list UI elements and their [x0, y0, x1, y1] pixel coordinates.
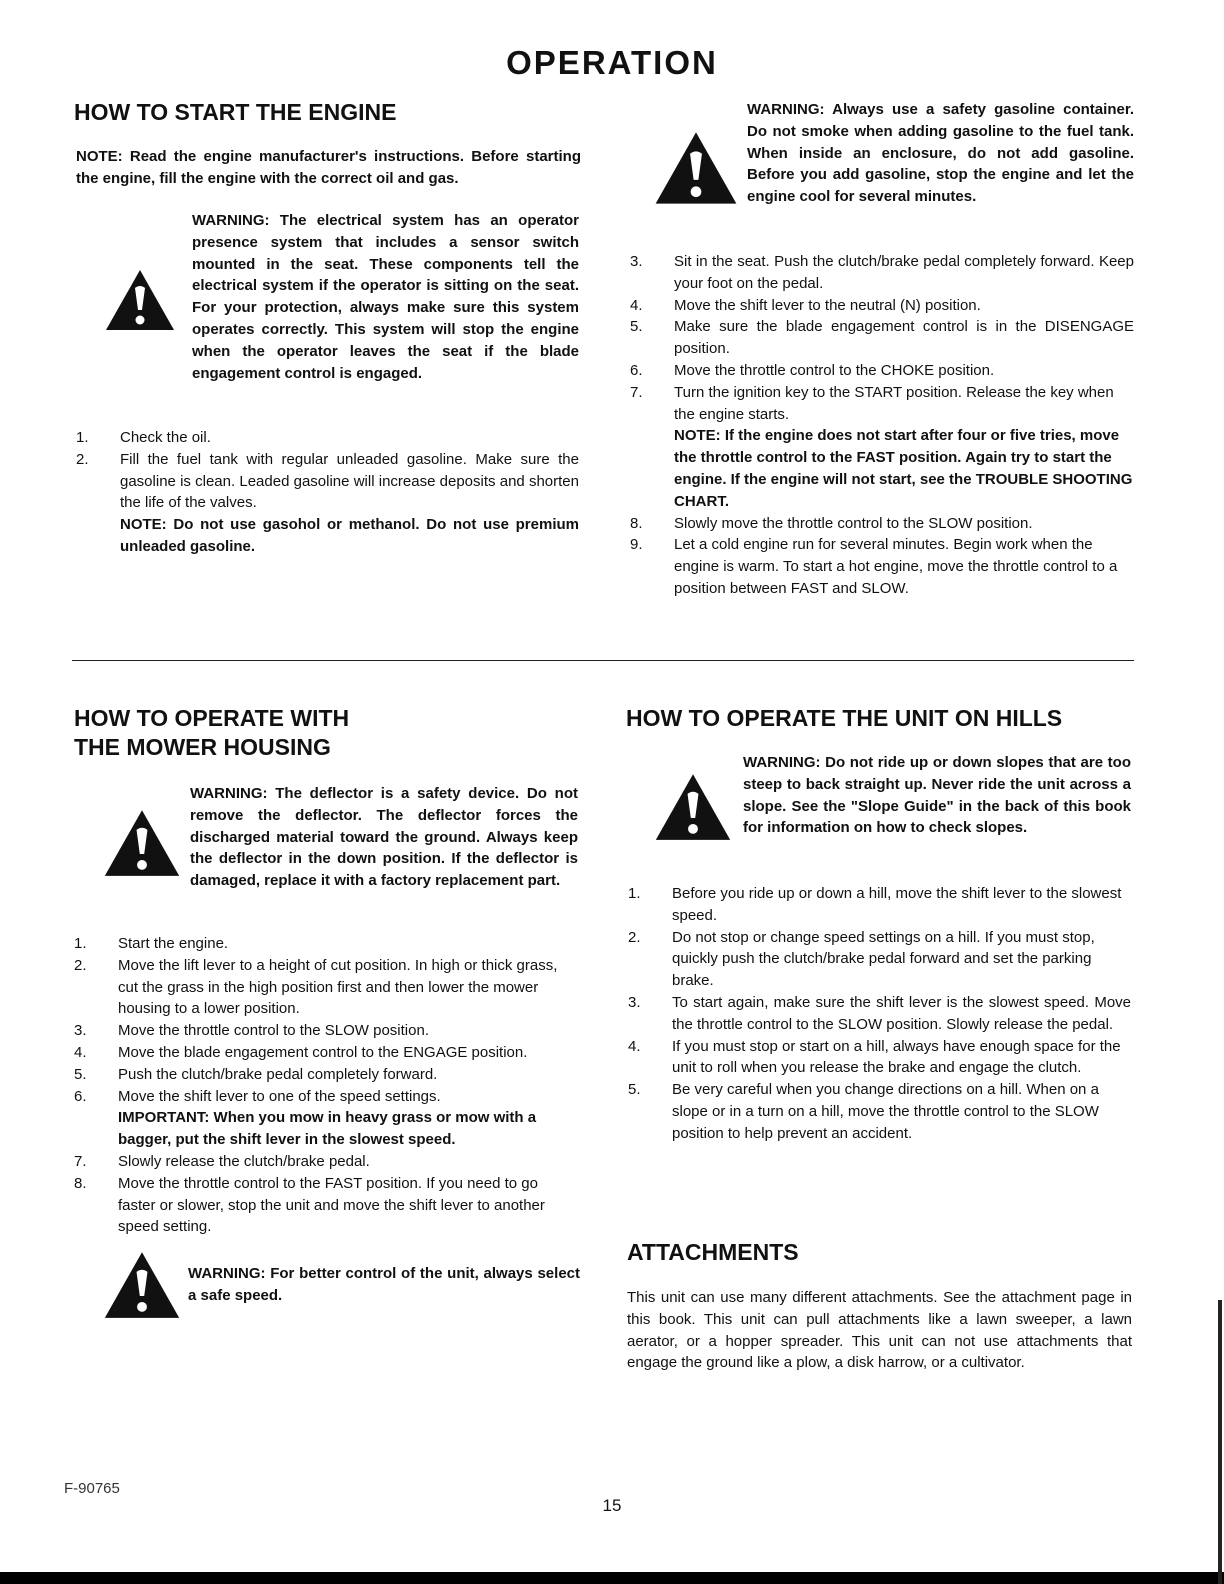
- mower-housing-heading-line1: HOW TO OPERATE WITH: [74, 705, 350, 731]
- step-note: NOTE: If the engine does not start after four or five tries, move the throttle control to the FAST position. Again try to start the engine. If the engine will not start, see the TROUBLE SHOOTING CHART.: [674, 427, 1133, 510]
- list-item: [74, 1020, 578, 1042]
- step-text: To start again, make sure the shift lever is the slowest speed. Move the throttle control to the SLOW position. Slowly release the pedal.: [672, 993, 1131, 1033]
- hills-heading: HOW TO OPERATE THE UNIT ON HILLS: [626, 705, 1063, 731]
- list-item: [74, 1151, 578, 1173]
- step-text: Turn the ignition key to the START position. Release the key when the engine starts.: [674, 383, 1114, 423]
- step-text: Be very careful when you change directions on a hill. When on a slope or in a turn on a hill, move the throttle control to the SLOW position to help prevent an accident.: [672, 1081, 1099, 1142]
- step-number: 5.: [630, 318, 643, 336]
- step-text: Let a cold engine run for several minutes. Begin work when the engine is warm. To start a hot engine, move the throttle control to a position between FAST and SLOW.: [674, 536, 1118, 597]
- step-text: Before you ride up or down a hill, move the shift lever to the slowest speed.: [672, 885, 1122, 924]
- step-text: Sit in the seat. Push the clutch/brake pedal completely forward. Keep your foot on the pedal.: [674, 253, 1134, 292]
- step-number: 7.: [74, 1152, 87, 1170]
- list-item: [630, 513, 1134, 535]
- list-item: [628, 992, 1131, 1036]
- step-number: 8.: [630, 514, 643, 532]
- list-item: [74, 955, 578, 1020]
- attachments-text: This unit can use many different attachments. See the attachment page in this book. This unit can pull attachments like a lawn sweeper, a lawn aerator, or a hopper spreader. This unit can not use attachments that engage the ground like a plow, a disk harrow, or a cultivator.: [627, 1289, 1132, 1372]
- step-note: IMPORTANT: When you mow in heavy grass or mow with a bagger, put the shift lever in the slowest speed.: [118, 1109, 537, 1149]
- list-item: [630, 382, 1134, 513]
- warning-triangle-icon: [652, 772, 734, 842]
- step-number: 2.: [628, 928, 641, 946]
- list-item: [74, 1064, 578, 1086]
- list-item: [630, 251, 1134, 295]
- step-number: 1.: [74, 935, 87, 952]
- step-text: Move the shift lever to one of the speed settings.: [118, 1087, 441, 1105]
- list-item: [630, 316, 1134, 360]
- mower-housing-heading-line2: THE MOWER HOUSING: [74, 734, 331, 760]
- step-number: 6.: [74, 1087, 87, 1105]
- step-number: 4.: [628, 1037, 641, 1055]
- list-item: [628, 883, 1131, 927]
- list-item: [628, 1079, 1131, 1144]
- list-item: [628, 927, 1131, 992]
- page-title: OPERATION: [506, 44, 718, 81]
- start-engine-steps-right: [630, 251, 1134, 600]
- deflector-warning: WARNING: The deflector is a safety device. Do not remove the deflector. The deflector forces the discharged material toward the ground. Always keep the deflector in the down position. If the deflector is damaged, replace it with a factory replacement part.: [190, 785, 578, 890]
- step-number: 8.: [74, 1174, 87, 1192]
- list-item: [74, 933, 578, 955]
- step-text: Move the blade engagement control to the ENGAGE position.: [118, 1043, 528, 1061]
- start-engine-steps-left: [76, 427, 579, 558]
- start-engine-warning: WARNING: The electrical system has an operator presence system that includes a sensor switch mounted in the seat. These components tell the electrical system if the operator is sitting on the seat. For your protection, always make sure this system operates correctly. This system will stop the engine when the operator leaves the seat if the blade engagement control is engaged.: [192, 212, 579, 382]
- step-text: Move the shift lever to the neutral (N) position.: [674, 296, 981, 314]
- list-item: [76, 427, 579, 449]
- list-item: [74, 1173, 578, 1238]
- step-text: Start the engine.: [118, 935, 229, 952]
- step-number: 1.: [628, 885, 641, 902]
- step-number: 5.: [628, 1081, 641, 1099]
- step-text: Fill the fuel tank with regular unleaded gasoline. Make sure the gasoline is clean. Leaded gasoline will increase deposits and shorten the life of the valves.: [120, 450, 579, 512]
- step-number: 2.: [76, 450, 89, 468]
- list-item: [76, 449, 579, 558]
- step-text: Slowly release the clutch/brake pedal.: [118, 1152, 370, 1170]
- step-note: NOTE: Do not use gasohol or methanol. Do not use premium unleaded gasoline.: [120, 516, 579, 555]
- list-item: [630, 360, 1134, 382]
- speed-warning: WARNING: For better control of the unit, always select a safe speed.: [188, 1265, 580, 1304]
- step-text: If you must stop or start on a hill, always have enough space for the unit to roll when you release the brake and engage the clutch.: [672, 1037, 1121, 1077]
- warning-triangle-icon: [102, 808, 182, 878]
- step-text: Move the throttle control to the CHOKE position.: [674, 361, 995, 379]
- page-number: 15: [602, 1496, 622, 1515]
- step-number: 9.: [630, 536, 643, 554]
- scan-edge-bottom: [0, 1572, 1224, 1584]
- step-number: 6.: [630, 361, 643, 379]
- start-engine-note: NOTE: Read the engine manufacturer's instructions. Before starting the engine, fill the engine with the correct oil and gas.: [76, 148, 581, 187]
- step-text: Check the oil.: [120, 429, 211, 446]
- footer-code: F-90765: [64, 1480, 120, 1497]
- step-number: 1.: [76, 429, 89, 446]
- warning-triangle-icon: [102, 1250, 182, 1320]
- step-text: Do not stop or change speed settings on a hill. If you must stop, quickly push the clutch/brake pedal forward and set the parking brake.: [672, 928, 1095, 990]
- start-engine-heading: HOW TO START THE ENGINE: [74, 99, 397, 125]
- step-text: Make sure the blade engagement control is in the DISENGAGE position.: [674, 318, 1134, 358]
- step-number: 3.: [74, 1022, 87, 1040]
- step-text: Slowly move the throttle control to the SLOW position.: [674, 514, 1033, 532]
- step-text: Move the throttle control to the FAST position. If you need to go faster or slower, stop the unit and move the shift lever to another speed setting.: [118, 1174, 545, 1236]
- list-item: [628, 1036, 1131, 1080]
- list-item: [630, 534, 1134, 599]
- list-item: [630, 295, 1134, 317]
- step-text: Push the clutch/brake pedal completely forward.: [118, 1065, 438, 1083]
- mower-housing-heading: [74, 704, 594, 762]
- step-number: 3.: [628, 993, 641, 1011]
- warning-triangle-icon: [104, 268, 176, 332]
- slope-warning: WARNING: Do not ride up or down slopes that are too steep to back straight up. Never ride the unit across a slope. See the "Slope Guide" in the back of this book for information on how to check slopes.: [743, 754, 1131, 837]
- section-divider: [72, 660, 1134, 661]
- mower-housing-steps: [74, 933, 578, 1238]
- hills-steps: [628, 883, 1131, 1145]
- list-item: [74, 1042, 578, 1064]
- step-number: 2.: [74, 956, 87, 974]
- step-number: 7.: [630, 383, 643, 401]
- step-number: 3.: [630, 253, 643, 270]
- step-text: Move the throttle control to the SLOW position.: [118, 1022, 429, 1040]
- step-text: Move the lift lever to a height of cut position. In high or thick grass, cut the grass in the high position first and then lower the mower housing to a lower position.: [118, 956, 558, 1018]
- list-item: [74, 1086, 578, 1151]
- scan-edge-right: [1218, 1300, 1222, 1584]
- fuel-warning: WARNING: Always use a safety gasoline container. Do not smoke when adding gasoline to the fuel tank. When inside an enclosure, do not add gasoline. Before you add gasoline, stop the engine and let the engine cool for several minutes.: [747, 101, 1134, 206]
- step-number: 5.: [74, 1065, 87, 1083]
- step-number: 4.: [630, 296, 643, 314]
- step-number: 4.: [74, 1043, 87, 1061]
- warning-triangle-icon: [652, 130, 740, 206]
- attachments-heading: ATTACHMENTS: [627, 1239, 799, 1265]
